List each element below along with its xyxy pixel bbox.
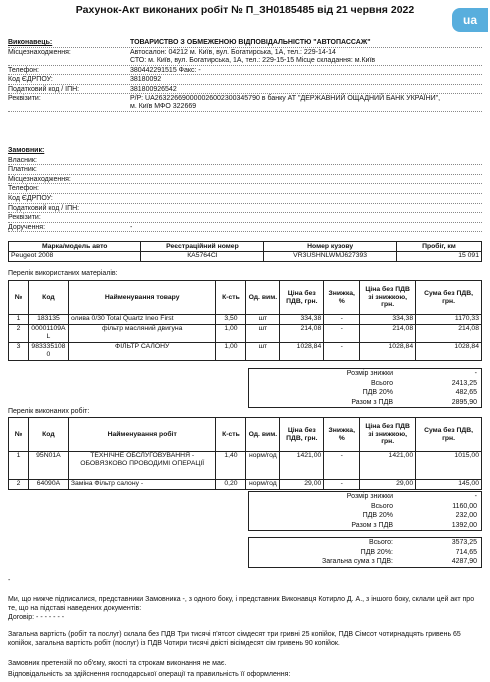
vehicle-mileage: 15 091 [396, 252, 481, 262]
customer-location-label: Місцезнаходження: [8, 175, 71, 183]
works-cell: 145,00 [416, 480, 482, 490]
materials-header-row [9, 281, 482, 315]
materials-header-sum: Сума без ПДВ, грн. [416, 281, 482, 315]
works-cell: норм/год [246, 452, 280, 480]
summary-row: Разом з ПДВ 1392,00 [351, 521, 477, 529]
customer-block [8, 146, 482, 232]
materials-header-qty: К-сть [216, 281, 246, 315]
materials-cell: - [324, 315, 360, 325]
customer-payer-label: Платник: [8, 166, 37, 174]
works-cell: - [324, 452, 360, 480]
works-header-unit: Од. вим. [246, 418, 280, 452]
materials-cell: 3,50 [216, 315, 246, 325]
executor-requisites-line2: м. Київ МФО 322669 [130, 103, 197, 111]
works-cell: ТЕХНІЧНЕ ОБСЛУГОВУВАННЯ - ОБОВЯЗКОВО ПРОВОДИМІ ОПЕРАЦІЇ [68, 452, 216, 480]
works-summary [248, 491, 482, 531]
materials-cell: 3 [9, 343, 29, 361]
materials-cell: 00001109A L [28, 325, 68, 343]
vehicle-header-row [9, 242, 482, 252]
materials-cell: 1 [9, 315, 29, 325]
executor-tax-label: Податковий код / ІПН: [8, 85, 80, 93]
materials-header-disc-price: Ціна без ПДВ зі знижкою, грн. [360, 281, 416, 315]
materials-cell: фільтр масляний двигуна [68, 325, 216, 343]
customer-tax-label: Податковий код / ІПН: [8, 204, 80, 212]
executor-tax-row [8, 85, 482, 95]
materials-cell: шт [246, 325, 280, 343]
materials-cell: 2 [9, 325, 29, 343]
executor-requisites-row [8, 94, 482, 112]
materials-cell: 214,08 [416, 325, 482, 343]
works-cell: 1421,00 [280, 452, 324, 480]
materials-cell: - [324, 325, 360, 343]
table-row [9, 480, 482, 490]
materials-cell: шт [246, 315, 280, 325]
vehicle-header-mileage: Пробіг, км [396, 242, 481, 252]
footer-responsibility: Відповідальність за здійснення господарської операції та правильність її оформлення: [8, 671, 291, 678]
summary-row: Разом з ПДВ 2895,90 [351, 398, 477, 406]
summary-row: Всього 2413,25 [370, 379, 477, 387]
works-header-sum: Сума без ПДВ, грн. [416, 418, 482, 452]
materials-header-discount: Знижка, % [324, 281, 360, 315]
customer-entrust-row [8, 223, 482, 233]
summary-row: Всього 1160,00 [370, 502, 477, 510]
works-table [8, 417, 482, 490]
customer-phone-label: Телефон: [8, 185, 39, 193]
summary-row: ПДВ 20% 482,65 [362, 389, 477, 396]
footer-no-claims: Замовник претензій по об'єму, якості та строкам виконання не має. [8, 660, 227, 667]
vehicle-header-regnum: Реєстраційний номер [141, 242, 264, 252]
materials-cell: олива 0/30 Total Quartz Ineo First [68, 315, 216, 325]
works-header-num: № [9, 418, 29, 452]
materials-cell: 1028,84 [416, 343, 482, 361]
site-badge: ua [452, 8, 488, 32]
materials-header-unit: Од. вим. [246, 281, 280, 315]
works-header-code: Код [28, 418, 68, 452]
executor-location-line2: СТО: м. Київ, вул. Богатирська, 1А, тел.: 229-15-15 Місце складання: м.Київ [130, 56, 376, 64]
materials-summary [248, 368, 482, 408]
footer-contract: Договір: - - - - - - - [8, 614, 65, 621]
works-cell: 1421,00 [360, 452, 416, 480]
materials-cell: 1170,33 [416, 315, 482, 325]
materials-cell: 183135 [28, 315, 68, 325]
materials-cell: - [324, 343, 360, 361]
works-cell: 64090A [28, 480, 68, 490]
works-header-name: Найменування робіт [68, 418, 216, 452]
table-row [9, 315, 482, 325]
vehicle-regnum: КА5764СІ [141, 252, 264, 262]
materials-header-name: Найменування товару [68, 281, 216, 315]
works-cell: 95N01A [28, 452, 68, 480]
works-cell: Заміна Фільтр салону - [68, 480, 216, 490]
materials-cell: 334,38 [360, 315, 416, 325]
works-header-disc-price: Ціна без ПДВ зі знижкою, грн. [360, 418, 416, 452]
materials-cell: ФІЛЬТР САЛОНУ [68, 343, 216, 361]
summary-row: Розмір знижки - [346, 370, 477, 377]
materials-cell: 1028,84 [360, 343, 416, 361]
materials-header-code: Код [28, 281, 68, 315]
summary-row: Всього: 3573,25 [369, 539, 477, 546]
works-header-qty: К-сть [216, 418, 246, 452]
materials-cell: 214,08 [280, 325, 324, 343]
summary-row: ПДВ 20% 232,00 [362, 512, 477, 519]
executor-block [8, 38, 482, 112]
executor-phone: 380442291515 Факс: - [130, 66, 201, 74]
materials-cell: 1028,84 [280, 343, 324, 361]
works-header-discount: Знижка, % [324, 418, 360, 452]
footer-statement: Ми, що нижче підписалися, представники Замовника -, з одного боку, і представник Виконавця Котирло Д. А., з іншого боку, склали цей акт про те, що на підставі наведених документів: [8, 596, 475, 613]
materials-cell: шт [246, 343, 280, 361]
grand-total-box [248, 537, 482, 568]
works-cell: 1015,00 [416, 452, 482, 480]
customer-location-row [8, 175, 482, 185]
footer-total-text: Загальна вартість (робіт та послуг) склала без ПДВ Три тисячі п'ятсот сімдесят три гривні 25 копійок, ПДВ Сімсот чотирнадцять гривень 65 копійок, загальна вартість робіт (послуг) із ПДВ Чотири тисячі двісті вісімдесят сім гривень 90 копійок. [8, 631, 461, 648]
customer-title-row [8, 146, 482, 156]
materials-table [8, 280, 482, 361]
materials-cell: 214,08 [360, 325, 416, 343]
customer-label: Замовник: [8, 147, 45, 154]
materials-cell: 983335108 0 [28, 343, 68, 361]
executor-edrpou-row [8, 75, 482, 85]
table-row [9, 325, 482, 343]
works-caption: Перелік виконаних робіт: [8, 408, 90, 415]
customer-requisites-label: Реквізити: [8, 214, 41, 222]
materials-caption: Перелік використаних матеріалів: [8, 270, 118, 277]
vehicle-model: Peugeot 2008 [9, 252, 141, 262]
customer-tax-row [8, 204, 482, 214]
executor-location-row [8, 48, 482, 66]
summary-row: ПДВ 20%: 714,65 [360, 548, 477, 556]
customer-requisites-row [8, 213, 482, 223]
materials-header-price: Ціна без ПДВ, грн. [280, 281, 324, 315]
vehicle-header-vin: Номер кузову [264, 242, 396, 252]
works-cell: 1 [9, 452, 29, 480]
customer-owner-row [8, 156, 482, 166]
executor-name-row [8, 38, 482, 48]
customer-entrust-label: Доручення: [8, 223, 46, 231]
executor-requisites-label: Реквізити: [8, 95, 41, 103]
works-cell: - [324, 480, 360, 490]
works-header-row [9, 418, 482, 452]
works-cell: 29,00 [280, 480, 324, 490]
summary-row: Загальна сума з ПДВ: 4287,90 [322, 558, 477, 565]
executor-phone-row [8, 66, 482, 76]
works-cell: норм/год [246, 480, 280, 490]
footer-dash: - [8, 577, 11, 584]
vehicle-value-row [9, 252, 482, 262]
executor-location-line1: Автосалон: 04212 м. Київ, вул. Богатирська, 1А, тел.: 229-14-14 [130, 48, 336, 56]
customer-edrpou-row [8, 194, 482, 204]
works-cell: 0,20 [216, 480, 246, 490]
works-cell: 2 [9, 480, 29, 490]
customer-edrpou-label: Код ЄДРПОУ: [8, 194, 53, 202]
customer-entrust-value: - [130, 223, 133, 231]
works-cell: 1,40 [216, 452, 246, 480]
executor-edrpou-label: Код ЄДРПОУ: [8, 76, 53, 84]
table-row [9, 452, 482, 480]
executor-phone-label: Телефон: [8, 66, 39, 74]
works-cell: 29,00 [360, 480, 416, 490]
materials-cell: 1,00 [216, 325, 246, 343]
works-header-price: Ціна без ПДВ, грн. [280, 418, 324, 452]
vehicle-table [8, 241, 482, 262]
vehicle-header-model: Марка/модель авто [9, 242, 141, 252]
materials-header-num: № [9, 281, 29, 315]
executor-tax: 381800926542 [130, 85, 177, 93]
document-title: Рахунок-Акт виконаних робіт № П_ЗН0185485 від 21 червня 2022 [75, 4, 415, 16]
materials-cell: 334,38 [280, 315, 324, 325]
executor-edrpou: 38180092 [130, 76, 162, 84]
summary-row: Розмір знижки - [346, 493, 477, 500]
customer-payer-row [8, 165, 482, 175]
vehicle-vin: VR3USHNLWMJ627393 [264, 252, 396, 262]
customer-owner-label: Власник: [8, 156, 37, 164]
table-row [9, 343, 482, 361]
executor-location-label: Місцезнаходження: [8, 48, 71, 56]
materials-cell: 1,00 [216, 343, 246, 361]
customer-phone-row [8, 184, 482, 194]
executor-requisites-line1: Р/Р: UA263226690000026002300345790 в банку АТ "ДЕРЖАВНИЙ ОЩАДНИЙ БАНК УКРАЇНИ", [130, 95, 441, 103]
executor-name: ТОВАРИСТВО З ОБМЕЖЕНОЮ ВІДПОВІДАЛЬНІСТЮ "АВТОПАССАЖ" [130, 39, 371, 46]
executor-label: Виконавець: [8, 39, 53, 46]
